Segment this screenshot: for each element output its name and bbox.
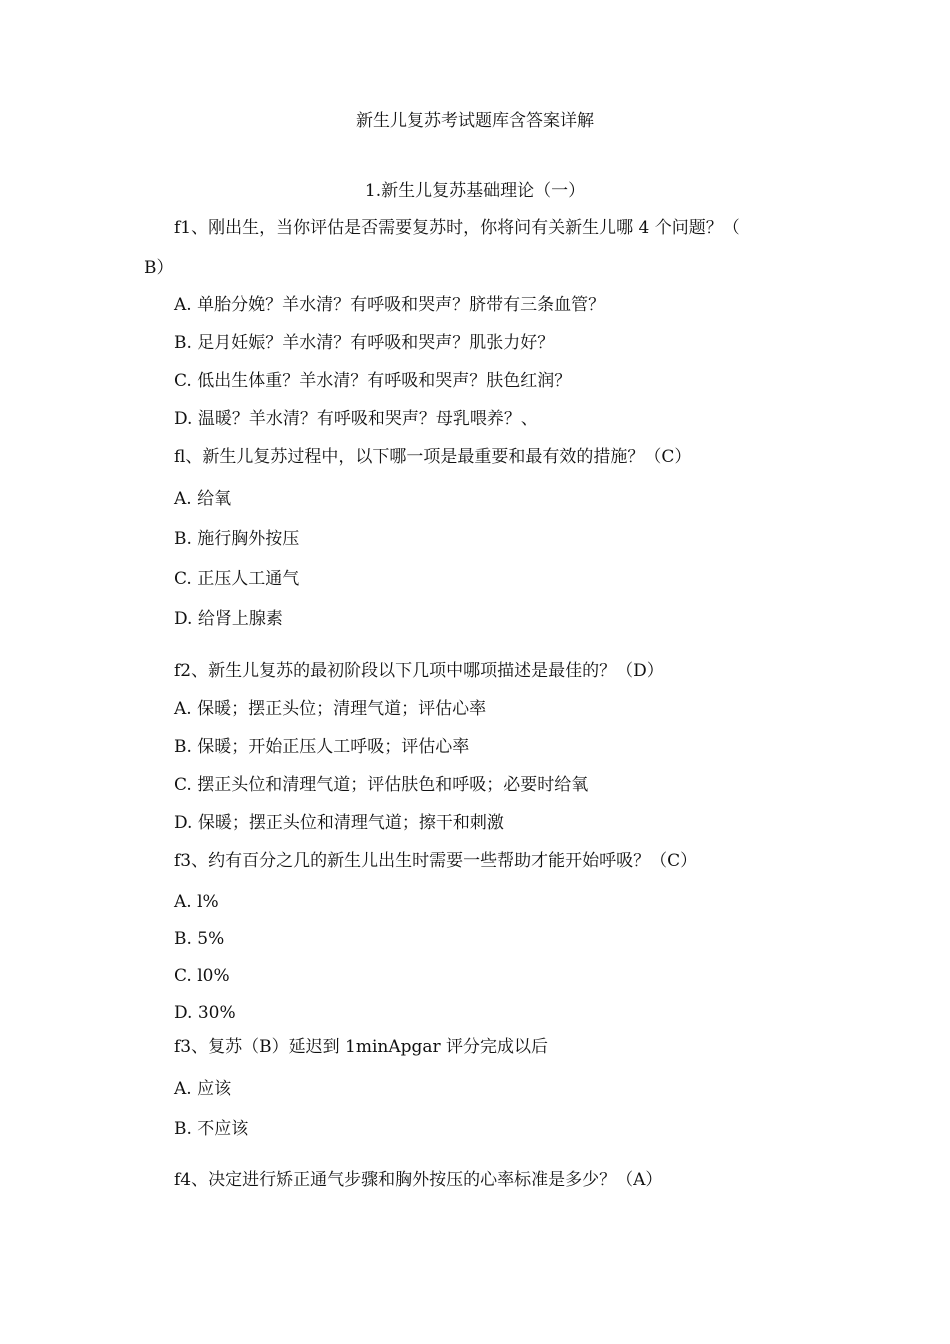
option-a: A. 给氧	[174, 489, 232, 509]
question-text: f4、决定进行矫正通气步骤和胸外按压的心率标准是多少？（A）	[174, 1170, 663, 1190]
option-d: D. 温暖？羊水清？有呼吸和哭声？母乳喂养？、	[174, 409, 538, 429]
question-text: f3、约有百分之几的新生儿出生时需要一些帮助才能开始呼吸？（C）	[174, 851, 698, 871]
option-b: B. 保暖；开始正压人工呼吸；评估心率	[174, 737, 470, 757]
question-text: fl、新生儿复苏过程中，以下哪一项是最重要和最有效的措施？（C）	[174, 447, 692, 467]
option-d: D. 30%	[174, 1003, 236, 1023]
option-b: B. 施行胸外按压	[174, 529, 300, 549]
option-d: D. 保暖；摆正头位和清理气道；擦干和刺激	[174, 813, 504, 833]
option-b: B. 5%	[174, 929, 225, 949]
option-a: A. 单胎分娩？羊水清？有呼吸和哭声？脐带有三条血管？	[174, 295, 606, 315]
option-a: A. 应该	[174, 1079, 232, 1099]
option-a: A. 保暖；摆正头位；清理气道；评估心率	[174, 699, 487, 719]
section-title: 1.新生儿复苏基础理论（一）	[364, 181, 586, 201]
option-b: B. 足月妊娠？羊水清？有呼吸和哭声？肌张力好？	[174, 333, 555, 353]
question-text: f1、刚出生，当你评估是否需要复苏时，你将问有关新生儿哪 4 个问题？（	[174, 218, 740, 238]
option-c: C. 低出生体重？羊水清？有呼吸和哭声？肤色红润？	[174, 371, 572, 391]
option-a: A. l%	[174, 892, 219, 912]
question-text: f2、新生儿复苏的最初阶段以下几项中哪项描述是最佳的？（D）	[174, 661, 664, 681]
question-text-continuation: B）	[144, 258, 174, 278]
option-c: C. 摆正头位和清理气道；评估肤色和呼吸；必要时给氧	[174, 775, 589, 795]
option-b: B. 不应该	[174, 1119, 249, 1139]
option-c: C. 正压人工通气	[174, 569, 300, 589]
question-text: f3、复苏（B）延迟到 1minApgar 评分完成以后	[174, 1037, 549, 1057]
document-title: 新生儿复苏考试题库含答案详解	[356, 111, 594, 131]
option-d: D. 给肾上腺素	[174, 609, 283, 629]
option-c: C. l0%	[174, 966, 230, 986]
